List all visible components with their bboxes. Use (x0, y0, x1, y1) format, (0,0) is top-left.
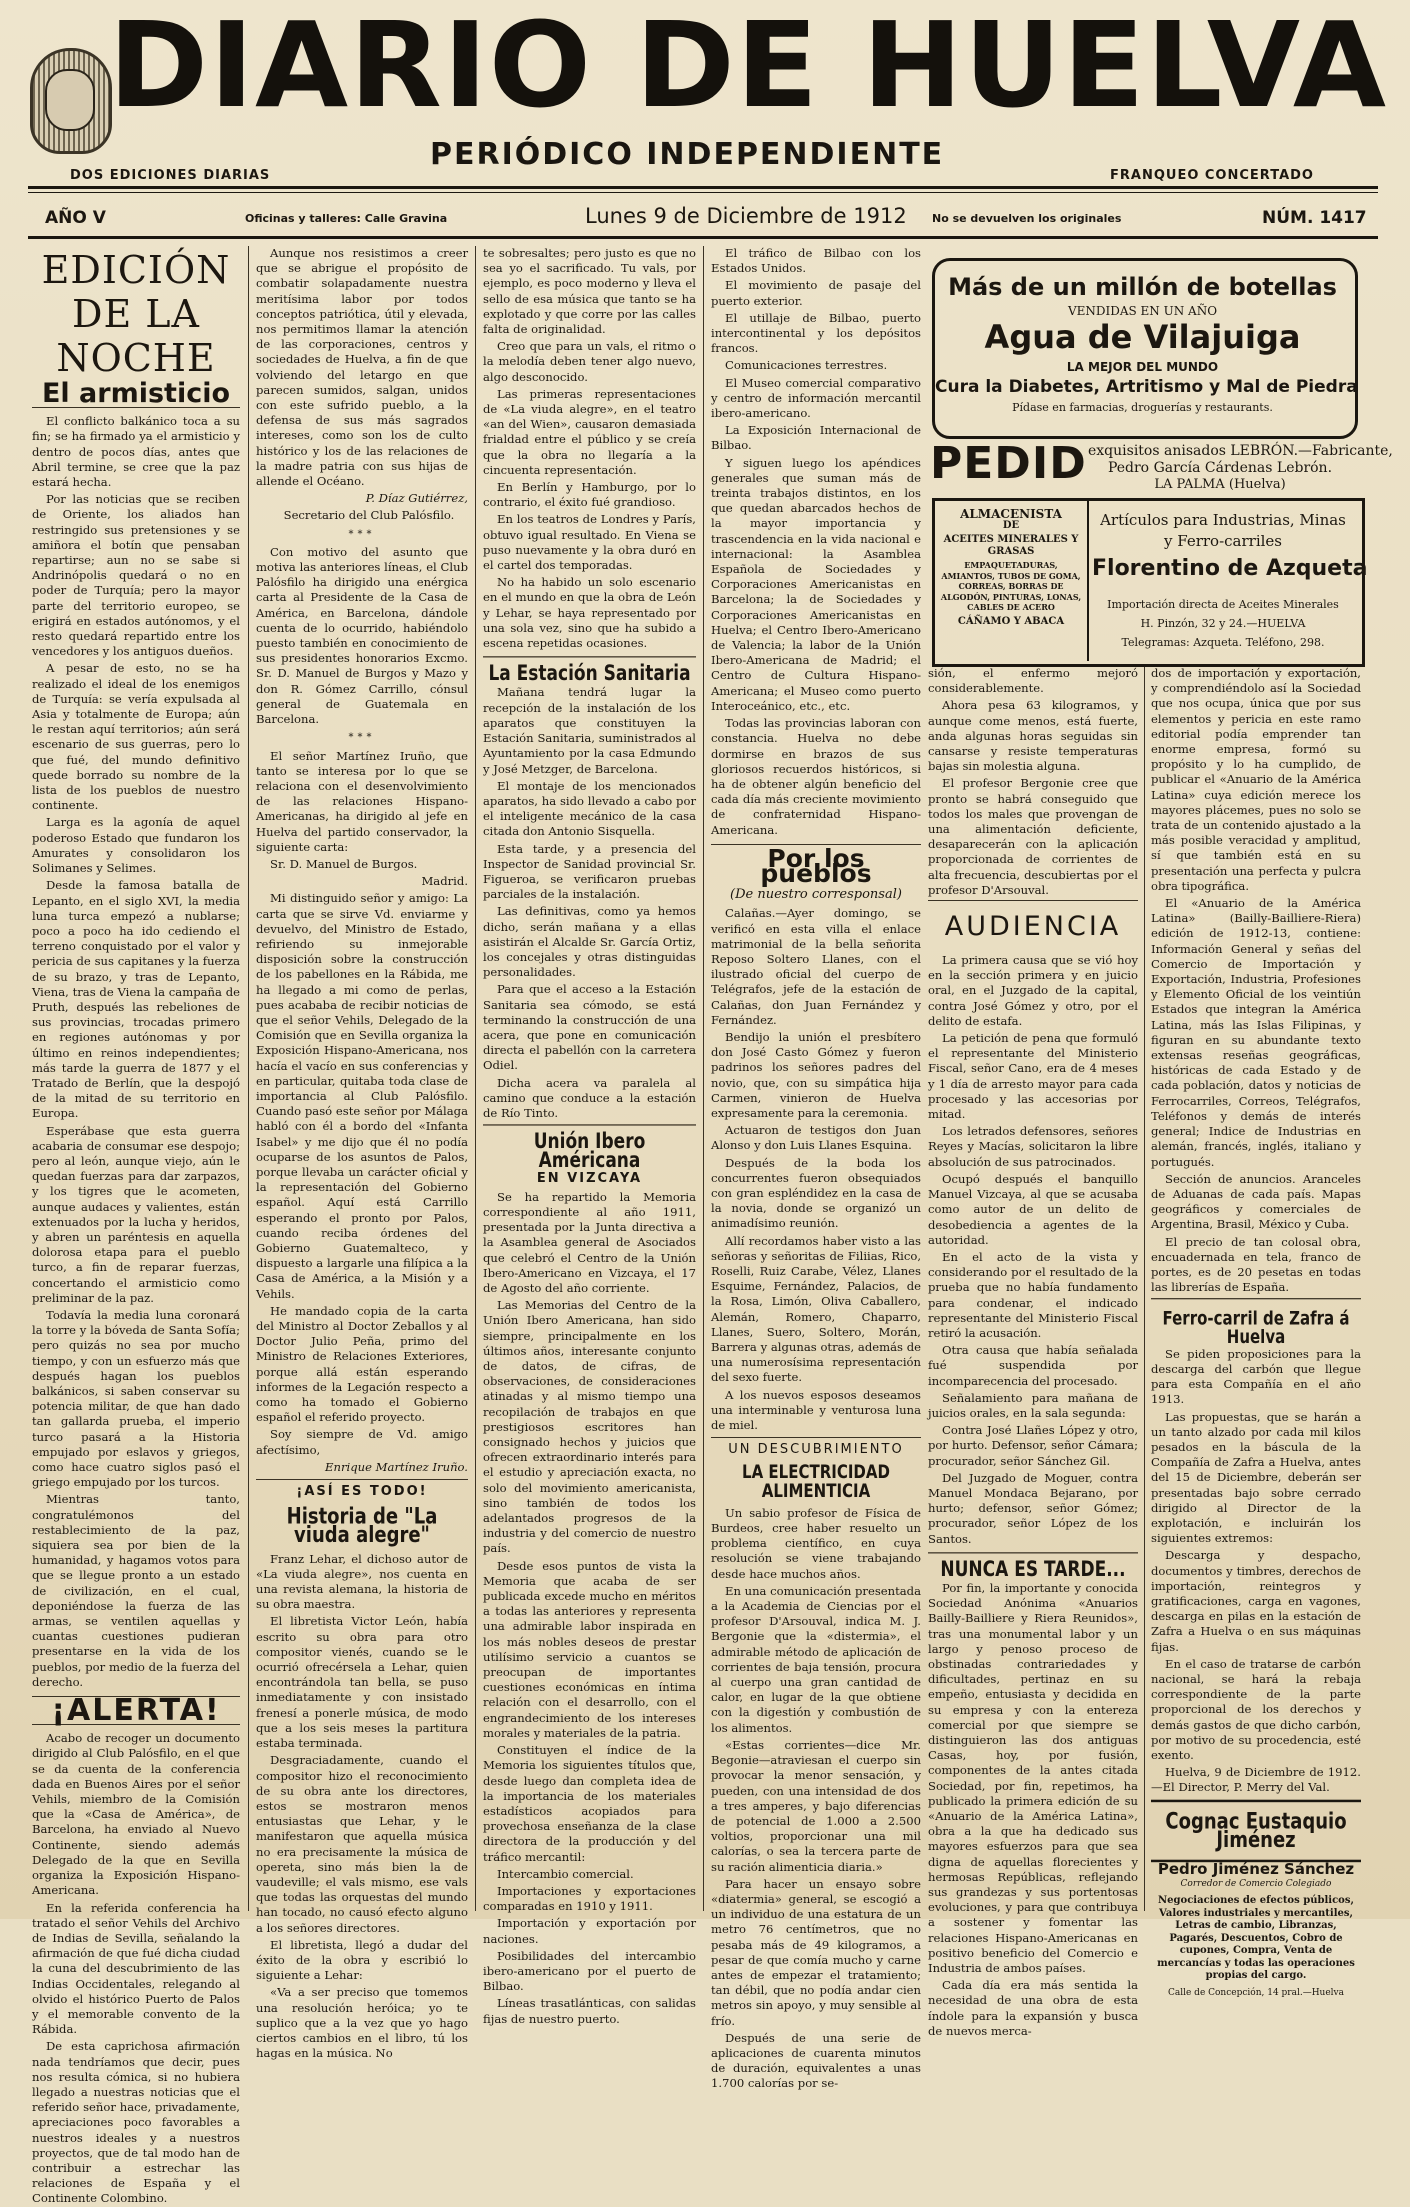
article-paragraph: Descarga y despacho, documentos y timbres, derechos de importación, reintegros y gratificaciones, carga en vagones, descarga en pilas en la estación de Zafra a Huelva o en sus máquinas fijas. (1151, 1548, 1361, 1654)
por-los-pueblos-heading: Por los pueblos (711, 844, 921, 881)
article-paragraph: Desgraciadamente, cuando el compositor hizo el reconocimiento de su obra ante los directores, estos se mostraron menos entusiastas que Lehar, y le manifestaron que aquella música no era precisamente la música de opereta, sino más bien la de vaudeville; el vals mismo, ese vals que todas las orquestas del mundo han tocado, no causó efecto alguno a los señores directores. (256, 1753, 468, 1935)
direccion-line: H. Pinzón, 32 y 24.—HUELVA (1140, 617, 1306, 630)
almacenista-de: DE (1002, 520, 1020, 531)
lebron-ad-line3: LA PALMA (Huelva) (1154, 477, 1286, 492)
aceites-line: ACEITES MINERALES Y GRASAS (943, 534, 1079, 557)
lebron-ad-line2: Pedro García Cárdenas Lebrón. (1107, 460, 1333, 476)
top-rule-thin (28, 192, 1378, 193)
list-item: Comunicaciones terrestres. (725, 358, 888, 373)
audiencia-heading: AUDIENCIA (928, 900, 1138, 949)
list-item: El tráfico de Bilbao con los Estados Unidos. (711, 246, 921, 276)
article-paragraph: Ahora pesa 63 kilogramos, y aunque come menos, está fuerte, anda algunas horas seguidas sin cansarse y resiste temperaturas bajas sin molestia alguna. (928, 698, 1138, 774)
union-subheading: EN VIZCAYA (536, 1170, 643, 1186)
corredor-label: Corredor de Comercio Colegiado (1180, 1879, 1332, 1890)
article-paragraph: En la referida conferencia ha tratado el señor Vehils del Archivo de Indias de Sevilla, señalando la afirmación de que fué dicha ciudad la cuna del descubrimiento de las Indias Occidentales, relegando al olvido el histórico Puerto de Palos y el memorable convento de la Rábida. (32, 1900, 240, 2037)
article-paragraph: Las Memorias del Centro de la Unión Ibero Americana, han sido siempre, principalmente en los últimos años, interesante conjunto de datos, de cifras, de observaciones, de consideraciones atinadas y al mismo tiempo una recopilación de trabajos en que prestigiosos escritores han consignado hechos y juicios que ofrecen extraordinario interés para el estudio y apreciación exacta, no solo del movimiento americanista, sino también de todos los adelantados progresos de la industria y del comercio de nuestro país. (483, 1298, 696, 1556)
article-paragraph: Un sabio profesor de Física de Burdeos, cree haber resuelto un problema científico, en cuya resolución se viene trabajando desde hace muchos años. (711, 1505, 921, 1581)
article-paragraph: En el caso de tratarse de carbón nacional, se hará la rebaja correspondiente de la parte proporcional de los derechos y demás gastos de que dicho carbón, por motivo de su procedencia, esté exento. (1151, 1656, 1361, 1763)
article-paragraph: Las primeras representaciones de «La viuda alegre», en el teatro «an del Wien», causaron demasiada frialdad entre el público y se creía que la obra no llegaría a la cincuenta representación. (483, 386, 696, 477)
column-rule (1144, 664, 1145, 1911)
pedro-services: Negociaciones de efectos públicos, Valores industriales y mercantiles, Letras de cambio, Libranzas, Pagarés, Descuentos, Cobro de cupones, Compra, Venta de mercancías y todas las operaciones propias del cargo. (1157, 1895, 1355, 1982)
article-paragraph: Huelva, 9 de Diciembre de 1912.—El Director, P. Merry del Val. (1151, 1765, 1361, 1795)
almacenista-block (938, 508, 1084, 628)
article-paragraph: Cada día era más sentida la necesidad de una obra de esta índole para la expansión y busca de nuevos merca- (928, 1978, 1138, 2038)
pedid-ad: PEDID (930, 438, 1087, 489)
ediciones-label: DOS EDICIONES DIARIAS (70, 168, 271, 183)
article-paragraph: Después de la boda los concurrentes fueron obsequiados con gran espléndidez en la casa de la novia, donde se organizó un animadísimo reunión. (711, 1155, 921, 1231)
article-paragraph: La petición de pena que formuló el representante del Ministerio Fiscal, señor Cano, era de 4 meses y 1 día de arresto mayor para cada procesado y las accesorias por mitad. (928, 1031, 1138, 1122)
column-4 (711, 246, 922, 2091)
armisticio-heading: El armisticio (32, 386, 240, 408)
agua-ad-headline: Más de un millón de botellas (948, 273, 1337, 301)
article-paragraph: Todas las provincias laboran con constancia. Huelva no debe dormirse en brazos de sus gloriosos recuerdos históricos, si ha de obtener algún beneficio del cada día más creciente movimiento de confraternidad Hispano-Americana. (711, 716, 921, 837)
article-paragraph: Desde esos puntos de vista la Memoria que acaba de ser publicada excede mucho en méritos a todas las anteriores y representa una admirable labor inspirada en los más nobles deseos de prestar utilísimo servicio a cuantos se preocupan de importantes cuestiones económicas en íntima relación con el desarrollo, con el engrandecimiento de los intereses morales y materiales de la patria. (483, 1558, 696, 1740)
florentino-name: Florentino de Azqueta (1092, 556, 1368, 581)
article-paragraph: «Estas corrientes—dice Mr. Begonie—atraviesan el cuerpo sin provocar la menor sensación, y pueden, con una intensidad de dos a tres amperes, y bajo diferencias de potencial de 1.000 a 2.500 voltios, proporcionar una mil calorías, o sea la tercera parte de su ración alimenticia diaria.» (711, 1737, 921, 1874)
article-paragraph: Importaciones y exportaciones comparadas en 1910 y 1911. (483, 1883, 696, 1914)
column-rule (703, 246, 704, 1911)
article-paragraph: El profesor Bergonie cree que pronto se habrá conseguido que todos los males que provengan de una alimentación deficiente, desaparecerán con la aplicación proporcionada de corrientes de alta frecuencia, descubiertas por el profesor D'Arsouval. (928, 776, 1138, 897)
signature: P. Díaz Gutiérrez, (365, 491, 468, 506)
article-paragraph: Bendijo la unión el presbítero don José Casto Gómez y fueron padrinos los señores padres del novio, que, con su simpática hija Carmen, vinieron de Huelva expresamente para la ceremonia. (711, 1029, 921, 1120)
signature: Enrique Martínez Iruño. (325, 1459, 468, 1474)
article-paragraph: Contra José Llañes López y otro, por hurto. Defensor, señor Cámara; procurador, señor Sánchez Gil. (928, 1423, 1138, 1468)
article-paragraph: Líneas trasatlánticas, con salidas fijas de nuestro puerto. (483, 1996, 696, 2026)
separator-stars: *** (348, 528, 376, 540)
article-paragraph: Se ha repartido la Memoria correspondiente al año 1911, presentada por la Junta directiva a la Asamblea general de Asociados que celebró el Centro de la Unión Ibero-Americano en Vizcaya, el 17 de Agosto del año corriente. (483, 1189, 696, 1295)
descubrimiento-heading: UN DESCUBRIMIENTO (711, 1437, 921, 1457)
dateline-rule (28, 236, 1378, 239)
article-paragraph: Soy siempre de Vd. amigo afectísimo, (256, 1427, 468, 1457)
article-paragraph: Para hacer un ensayo sobre «diatermia» general, se escogió a un individuo de una estatura de un metro 76 centímetros, que no pesaba más de 49 kilogramos, a pesar de que comía mucho y carne antes de empezar el tratamiento; tan débil, que no podía andar cien metros sin apoyo, y muy sensible al frío. (711, 1876, 921, 2028)
article-paragraph: Por fin, la importante y conocida Sociedad Anónima «Anuarios Bailly-Bailliere y Riera Reunidos», tras una monumental labor y un largo y penoso proceso de obstinadas contrariedades y dificultades, pertinaz en su empeño, entusiasta y decidida en su empresa y con la entereza comercial por que siempre se distinguieron las dos antiguas Casas, hoy, por fusión, componentes de la antes citada Sociedad, por fin, repetimos, ha publicado la primera edición de su «Anuario de la América Latina», obra a la que ha dedicado sus mayores esfuerzos para que sea digna de aquellas florecientes y hermosas Repúblicas, reflejando sus grandezas y sus portentosas evoluciones, y para que contribuya a sostener y fomentar las relaciones Hispano-Americanas en positivo beneficio del Comercio e Industria de ambos países. (928, 1580, 1138, 1976)
article-paragraph: te sobresaltes; pero justo es que no sea yo el sacrificado. Tu vals, por ejemplo, es poco moderno y lleva el sello de esa música que tanto se ha explotado y que corre por las calles falta de originalidad. (483, 246, 696, 337)
article-paragraph: En el acto de la vista y considerando por el resultado de la prueba que no había fundamento para condenar, el indicado representante del Ministerio Fiscal retiró la acusación. (928, 1249, 1138, 1340)
list-item: El movimiento de pasaje del puerto exterior. (711, 278, 921, 308)
article-paragraph: Se piden proposiciones para la descarga del carbón que llegue para esta Compañía en el año 1913. (1151, 1346, 1361, 1407)
column-rule (248, 246, 249, 1911)
article-paragraph: Sección de anuncios. Aranceles de Aduanas de cada país. Mapas geográficos y comerciales de Argentina, Brasil, México y Cuba. (1151, 1171, 1361, 1232)
almacenista-title: ALMACENISTA (960, 507, 1062, 521)
masthead-title: DIARIO DE HUELVA (108, 0, 1388, 134)
pedro-jimenez-name: Pedro Jiménez Sánchez (1157, 1860, 1355, 1879)
oficinas-label: Oficinas y talleres: Calle Gravina (245, 212, 448, 225)
articulos-line: Artículos para Industrias, Minas (1100, 511, 1346, 529)
article-paragraph: Señalamiento para mañana de juicios orales, en la sala segunda: (928, 1390, 1138, 1420)
article-paragraph: Del Juzgado de Moguer, contra Manuel Mondaca Bejarano, por hurto; defensor, señor Gómez; procurador, señor López de los Santos. (928, 1470, 1138, 1546)
azqueta-ad-divider (1087, 501, 1089, 661)
article-paragraph: En una comunicación presentada a la Academia de Ciencias por el profesor D'Arsouval, indica M. J. Bergonie que la «distermia», el admirable método de aplicación de corrientes de baja tensión, procura al cuerpo una gran cantidad de calor, en lugar de la que obtiene con la digestión y combustión de los alimentos. (711, 1583, 922, 1735)
article-paragraph: Los letrados defensores, señores Reyes y Macías, solicitaron la libre absolución de sus patrocinados. (928, 1124, 1138, 1169)
article-paragraph: El precio de tan colosal obra, encuadernada en tela, franco de portes, es de 20 pesetas en todas las librerías de España. (1151, 1234, 1361, 1295)
union-ibero-americana-heading: Unión Ibero Américana (483, 1124, 696, 1171)
agua-ad-name: Agua de Vilajuiga (984, 318, 1301, 356)
article-paragraph: Mañana tendrá lugar la recepción de la instalación de los aparatos que constituyen la Estación Sanitaria, suministrados al Ayuntamiento por la casa Edmundo y José Metzger, de Barcelona. (483, 685, 696, 776)
article-paragraph: La primera causa que se vió hoy en la sección primera y en juicio oral, en el Juzgado de la capital, contra José Gómez y otro, por el delito de estafa. (928, 953, 1138, 1028)
viuda-alegre-heading: Historia de "La viuda alegre" (286, 1503, 438, 1549)
article-paragraph: Para que el acceso a la Estación Sanitaria sea cómodo, se está terminando la construcción de una acera, que pone en comunicación directa el pabellón con la carretera Odiel. (483, 982, 696, 1073)
estacion-sanitaria-heading: La Estación Sanitaria (483, 657, 696, 685)
ferrocarriles-line: y Ferro-carriles (1163, 532, 1282, 550)
column-2 (256, 246, 468, 2061)
telegramas-line: Telegramas: Azqueta. Teléfono, 298. (1121, 636, 1325, 649)
article-paragraph: Todavía la media luna coronará la torre y la bóveda de Santa Sofía; pero quizás no sea por mucho tiempo, y con un esfuerzo más que después hagan los pueblos balkánicos, si saben conservar su potencia militar, de que han dado tan gallarda prueba, el imperio turco pasará a la Historia empujado por eslavos y griegos, como hace cuatro siglos pasó el griego empujado por los turcos. (32, 1307, 240, 1490)
article-paragraph: Importación y exportación por naciones. (483, 1916, 696, 1946)
article-paragraph: En los teatros de Londres y París, obtuvo igual resultado. En Viena se puso nuevamente y la obra duró en el cartel dos temporadas. (483, 512, 696, 573)
article-paragraph: Franz Lehar, el dichoso autor de «La viuda alegre», nos cuenta en una revista alemana, la historia de su obra maestra. (256, 1551, 468, 1612)
ano-label: AÑO V (45, 208, 106, 228)
article-paragraph: El «Anuario de la América Latina» (Bailly-Bailliere-Riera) edición de 1912-13, contiene: Información General y señas del Comercio de Importación y Exportación, Industria, Profesiones y Elemento Oficial de los veintiún Estados que integran la América Latina, más las Islas Filipinas, y figuran en su abundante texto extensas reseñas geográficas, históricas de cada Estado y de cada población, datos y noticias de Ferrocarriles, Correos, Telégrafos, Teléfonos y demás de interés general; Indice de Industrias en alemán, francés, inglés, italiano y portugués. (1151, 896, 1361, 1169)
issue-number: NÚM. 1417 (1262, 208, 1367, 228)
article-paragraph: El conflicto balkánico toca a su fin; se ha firmado ya el armisticio y dentro de pocos días, antes que Abril termine, se cree que la paz estará hecha. (32, 414, 240, 490)
nunca-es-tarde-heading: NUNCA ES TARDE... (928, 1552, 1138, 1580)
asi-es-todo-heading: ¡ASÍ ES TODO! (256, 1479, 468, 1499)
agua-ad-mejor: LA MEJOR DEL MUNDO (1066, 360, 1219, 374)
article-paragraph: A pesar de esto, no se ha realizado el ideal de los enemigos de Turquía: se vería expulsada al Asia y totalmente de Europa; aún le restan aquí territorios; aún será escenario de sus guerras, pero lo que fué, del mundo definitivo quede borrado su nombre de la lista de los pueblos de nuestro continente. (32, 661, 240, 813)
article-paragraph: El libretista, llegó a dudar del éxito de la obra y escribió lo siguiente a Lehar: (256, 1937, 468, 1983)
article-paragraph: El libretista Victor León, había escrito su obra para otro compositor vienés, cuando se le ocurrió ofrecérsela a Lehar, quien encontrándola tan bella, se puso inmediatamente y con insistado frenesí a ponerle música, de modo que a los seis meses la partitura estaba terminada. (256, 1614, 468, 1751)
column-5 (928, 666, 1138, 2038)
article-paragraph: «Va a ser preciso que tomemos una resolución heróica; yo te suplico que a la vez que yo hago ciertos cambios en el libro, tú los hagas en la música. No (256, 1985, 468, 2061)
article-paragraph: Creo que para un vals, el ritmo o la melodía deben tener algo nuevo, algo desconocido. (483, 339, 696, 384)
article-paragraph: Ocupó después el banquillo Manuel Vizcaya, al que se acusaba como autor de un delito de desobediencia a agentes de la autoridad. (928, 1171, 1138, 1247)
article-paragraph: Allí recordamos haber visto a las señoras y señoritas de Filiias, Rico, Roselli, Ruiz Carabe, Vélez, Llanes Esquime, Fernández, Palacios, de la Rosa, Limón, Oliva Caballero, Alemán, Romero, Chaparro, Llanes, Suero, Soltero, Morán, Barrera y algunas otras, además de una numerosísima representación del sexo fuerte. (711, 1233, 921, 1385)
agua-ad-pidase: Pídase en farmacias, droguerías y restaurants. (1012, 401, 1273, 414)
article-paragraph: Con motivo del asunto que motiva las anteriores líneas, el Club Palósfilo ha dirigido una enérgica carta al Presidente de la Casa de América, en Barcelona, dándole cuenta de lo ocurrido, habiéndolo puesto también en conocimiento de sus presidentes honorarios Excmo. Sr. D. Manuel de Burgos y Mazo y don R. Gómez Carrillo, cónsul general de Guatemala en Barcelona. (256, 544, 468, 727)
article-paragraph: Mientras tanto, congratulémonos del restablecimiento de la paz, siquiera sea por bien de la humanidad, y hagamos votos para que se llegue pronto a un estado de civilización, en el cual, deponiéndose la fuerza de las armas, se ventilen aquellas y cuantas cuestiones pudieran presentarse en la vida de los pueblos, por medio de la fuerza del derecho. (32, 1492, 240, 1689)
letter-place: Madrid. (421, 874, 468, 889)
article-paragraph: Esta tarde, y a presencia del Inspector de Sanidad provincial Sr. Figueroa, se verificaron pruebas parciales de la instalación. (483, 841, 696, 902)
article-paragraph: Y siguen luego los apéndices generales que suman más de treinta trabajos distintos, en los que quedan abarcados hechos de la mayor importancia y trascendencia en la vida nacional e internacional: la Asamblea Española de Sociedades y Corporaciones Americanistas en Barcelona; la de Sociedades y Corporaciones Americanistas en Huelva; el Centro Ibero-Americano de Valencia; la labor de la Unión Ibero-Americana de Madrid; el Centro de Cultura Hispano-Americana; el Museo como puerto Interoceánico, etc., etc. (711, 455, 921, 713)
article-paragraph: Después de una serie de aplicaciones de cuarenta minutos de duración, equivalentes a unas 1.700 calorías por se- (711, 2030, 921, 2091)
article-paragraph: Las propuestas, que se harán a un tanto alzado por cada mil kilos pesados en la báscula de la Compañía de Zafra a Huelva, antes del 15 de Diciembre, deberán ser presentadas bajo sobre cerrado dirigido al Director de la explotación, e incluirán los siguientes extremos: (1151, 1409, 1361, 1546)
article-paragraph: Intercambio comercial. (497, 1866, 634, 1881)
article-paragraph: Larga es la agonía de aquel poderoso Estado que fundaron los Amurates y consolidaron los Solimanes y Selimes. (32, 815, 240, 876)
article-paragraph: Dicha acera va paralela al camino que conduce a la estación de Río Tinto. (483, 1075, 696, 1120)
pedro-address: Calle de Concepción, 14 pral.—Huelva (1167, 1987, 1344, 1998)
pueblos-subheading: (De nuestro corresponsal) (730, 887, 902, 903)
franqueo-label: FRANQUEO CONCERTADO (1110, 168, 1314, 183)
empaquetaduras-line: EMPAQUETADURAS, AMIANTOS, TUBOS DE GOMA, CORREAS, BORRAS DE ALGODÓN, PINTURAS, LONAS, CABLES DE ACERO (940, 560, 1082, 612)
article-paragraph: Mi distinguido señor y amigo: La carta que se sirve Vd. enviarme y devuelvo, del Ministro de Estado, refiriendo su inmejorable disposición sobre la construcción de los pabellones en la Rábida, me ha llegado a mi como de perlas, pues acababa de recibir noticias de que el señor Vehils, Delegado de la Comisión que en Sevilla organiza la Exposición Hispano-Americana, nos hacía el vacío en sus conferencias y en particular, quitaba toda clase de importancia al Club Palósfilo. Cuando pasó este señor por Málaga habló con él a bordo del «Infanta Isabel» y me dijo que él no podía ocuparse de los asuntos de Palos, porque llevaba un carácter oficial y la representación del Gobierno español. Aquí está Carrillo esperando el pronto por Palos, cuando reciba órdenes del Gobierno Guatemalteco, y dispuesto a largarle una filípica a la Casa de América, a la Misión y a Vehils. (256, 891, 468, 1301)
alerta-heading: ¡ALERTA! (32, 1696, 240, 1725)
article-paragraph: Por las noticias que se reciben de Oriente, los aliados han restringido sus pretensiones y se amiñora el botín que pensaban repartirse; aun no se sabe si Andrinópolis quedará o no en poder de Turquía; pero la mayor parte del territorio europeo, se erigirá en estados autónomos, y el resto quedará repartido entre los vencedores y los antiguos dueños. (32, 492, 240, 659)
column-6 (1151, 666, 1361, 1998)
list-item: El Museo comercial comparativo y centro de información mercantil ibero-americano. (711, 375, 921, 421)
article-paragraph: El montaje de los mencionados aparatos, ha sido llevado a cabo por el inteligente mecánico de la casa citada don Antonio Sisquella. (483, 778, 696, 839)
list-item: La Exposición Internacional de Bilbao. (711, 423, 921, 453)
article-paragraph: He mandado copia de la carta del Ministro al Doctor Zeballos y al Doctor Julio Peña, primo del Ministro de Relaciones Exteriores, porque allá están esperando informes de la Legación respecto a como ha tomado el Gobierno español el referido proyecto. (256, 1303, 468, 1425)
article-paragraph: De esta caprichosa afirmación nada tendríamos que decir, pues nos resulta cómica, si no hubiera llegado a nuestras noticias que el referido señor hace, privadamente, apreciaciones poco favorables a nuestros ideales y a nuestros proyectos, que de tal modo han de contribuir a estrechar las relaciones de España y el Continente Colombino. (32, 2039, 240, 2206)
article-paragraph: Esperábase que esta guerra acabaria de consumar ese despojo; pero al león, aunque viejo, aún le quedan fuerzas para dar zarpazos, y los tigres que le acometen, aunque audaces y valientes, están extenuados por la lucha y heridos, y abren un paréntesis en aquella dolorosa etapa para el pueblo turco, a fin de reparar fuerzas, concertando el armisticio como preliminar de la paz. (32, 1123, 240, 1305)
column-3 (483, 246, 696, 2026)
article-paragraph: No ha habido un solo escenario en el mundo en que la obra de León y Lehar, se haya representado por una sola vez, sino que ha subido a escena repetidas ocasiones. (483, 575, 696, 651)
cognac-ad: Cognac Eustaquio Jiménez (1151, 1799, 1361, 1862)
coat-of-arms-seal (30, 48, 112, 154)
originales-label: No se devuelven los originales (932, 212, 1122, 225)
article-paragraph: sión, el enfermo mejoró considerablemente. (928, 666, 1138, 696)
masthead-subtitle: PERIÓDICO INDEPENDIENTE (430, 137, 945, 172)
article-paragraph: En Berlín y Hamburgo, por lo contrario, el éxito fué grandioso. (483, 480, 696, 510)
separator-stars: *** (348, 732, 376, 744)
letter-addressee: Sr. D. Manuel de Burgos. (270, 856, 418, 871)
article-paragraph: Las definitivas, como ya hemos dicho, serán mañana y a ellas asistirán el Alcalde Sr. García Ortiz, los concejales y otras distinguidas personalidades. (483, 904, 696, 980)
canamo-line: CÁÑAMO Y ABACA (957, 615, 1065, 627)
article-paragraph: Acabo de recoger un documento dirigido al Club Palósfilo, en el que se da cuenta de la conferencia dada en Buenos Aires por el señor Vehils, miembro de la Comisión que la «Casa de América», de Barcelona, ha enviado al Nuevo Continente, siendo además Delegado de la que en Sevilla organiza la Exposición Hispano-Americana. (32, 1731, 240, 1898)
article-paragraph: Posibilidades del intercambio ibero-americano por el puerto de Bilbao. (483, 1948, 696, 1994)
article-paragraph: Aunque nos resistimos a creer que se abrigue el propósito de combatir solapadamente nuestra meritísima labor por todos conceptos patriótica, útil y elevada, nos permitimos llamar la atención de las corporaciones, centros y sociedades de Huelva, a fin de que volviendo del letargo en que parecen sumidos, salgan, unidos con este sufrido pueblo, a la defensa de sus más sagrados intereses, como son los de culto histórico y los de las relaciones de la madre patria con sus hijas de allende el Océano. (256, 246, 468, 489)
article-paragraph: Otra causa que había señalada fué suspendida por incomparecencia del procesado. (928, 1343, 1138, 1388)
article-paragraph: El señor Martínez Iruño, que tanto se interesa por lo que se relaciona con el desenvolvimiento de las relaciones Hispano-Americanas, ha dirigido al jefe en Huelva del partido conservador, la siguiente carta: (256, 748, 468, 854)
column-rule (475, 246, 476, 1911)
signature-title: Secretario del Club Palósfilo. (283, 508, 455, 523)
article-paragraph: Desde la famosa batalla de Lepanto, en el siglo XVI, la media luna turca empezó a nublarse; poco a poco ha ido cediendo el terreno conquistado por el valor y pericia de sus capitanes y la fuerza de su brazo, y tras de Lepanto, Viena, tras de Viena la campaña de Pruth, después las rebeliones de sus provincias, trocadas primero en regiones autónomas y por último en reinos independientes; más tarde la guerra de 1877 y el Tratado de Berlín, que la despojó de la mitad de su territorio en Europa. (32, 878, 240, 1121)
article-paragraph: A los nuevos esposos deseamos una interminable y venturosa luna de miel. (711, 1387, 921, 1433)
top-rule (28, 186, 1378, 189)
agua-ad-cura: Cura la Diabetes, Artritismo y Mal de Piedra (935, 377, 1358, 397)
issue-date: Lunes 9 de Diciembre de 1912 (585, 204, 907, 228)
article-paragraph: Calañas.—Ayer domingo, se verificó en esta villa el enlace matrimonial de la bella señorita Reposo Soltero Llanes, con el ilustrado oficial del cuerpo de Telégrafos, jefe de la estación de Calañas, don Juan Fernández y Fernández. (711, 906, 921, 1027)
importacion-line: Importación directa de Aceites Minerales (1107, 598, 1339, 611)
agua-ad-vendidas: VENDIDAS EN UN AÑO (1067, 304, 1218, 318)
electricidad-heading: LA ELECTRICIDAD ALIMENTICIA (742, 1461, 890, 1503)
article-paragraph: Constituyen el índice de la Memoria los siguientes títulos que, desde luego dan completa idea de la importancia de los materiales estadísticos acopiados para provechosa enseñanza de la clase directora de la producción y del tráfico mercantil: (483, 1743, 696, 1864)
article-paragraph: dos de importación y exportación, y comprendiéndolo así la Sociedad que nos ocupa, única que por sus elementos y pericia en este ramo editorial podía emprender tan enorme empresa, formó su propósito y lo ha cumplido, de publicar el «Anuario de la América Latina» cuya edición merece los mayores plácemes, pues no solo se trata de un contenido ajustado a la más posible veracidad y amplitud, sí que también está en su presentación una perfecta y pulcra obra tipográfica. (1151, 666, 1361, 893)
ferro-carril-heading: Ferro-carril de Zafra á Huelva (1151, 1298, 1361, 1347)
lebron-ad-line1: exquisitos anisados LEBRÓN.—Fabricante, (1088, 443, 1393, 459)
article-paragraph: Actuaron de testigos don Juan Alonso y don Luis Llanes Esquina. (711, 1123, 921, 1153)
column-1 (32, 246, 240, 2206)
list-item: El utillaje de Bilbao, puerto intercontinental y los depósitos francos. (711, 310, 921, 356)
edicion-noche-heading: EDICIÓN DE LA NOCHE (41, 248, 231, 380)
